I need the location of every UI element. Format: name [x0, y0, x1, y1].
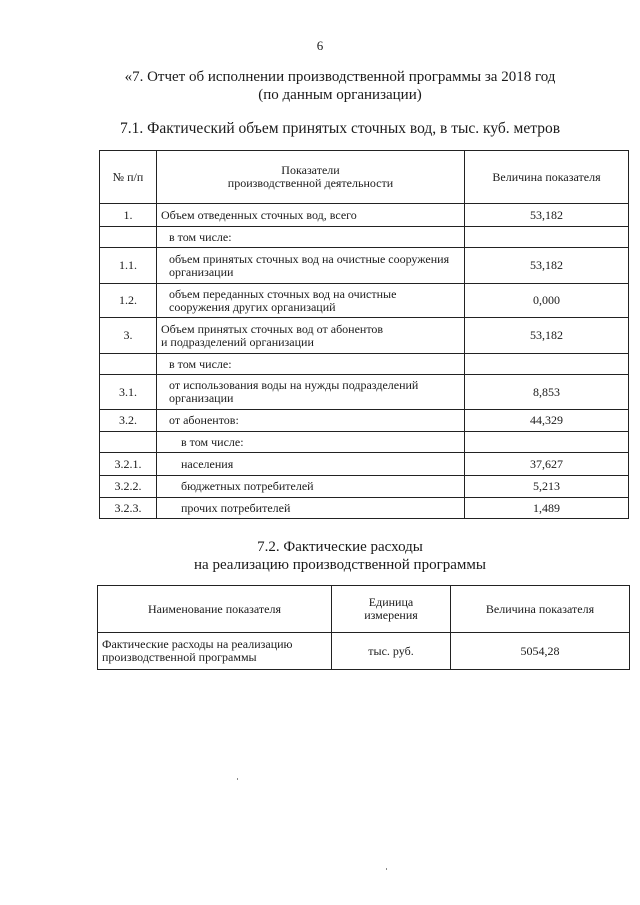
- header-indicator-name: Наименование показателя: [98, 586, 332, 633]
- table-row: [100, 318, 629, 354]
- table-row: [98, 633, 630, 670]
- section-2-title: [100, 538, 580, 574]
- row-indicator: объем переданных сточных вод на очистные сооружения других организаций: [157, 284, 465, 318]
- row-indicator: от использования воды на нужды подразделений организации: [157, 375, 465, 410]
- row-value: [465, 354, 629, 375]
- row-indicator: в том числе:: [157, 227, 465, 248]
- wastewater-volume-table: [99, 150, 629, 519]
- table-row: [100, 410, 629, 432]
- row-value: 5054,28: [451, 633, 630, 670]
- row-indicator: от абонентов:: [157, 410, 465, 432]
- table-row: [100, 204, 629, 227]
- row-indicator: [157, 318, 465, 354]
- table-header-row: [100, 151, 629, 204]
- row-indicator: в том числе:: [157, 354, 465, 375]
- document-title-line-1: «7. Отчет об исполнении производственной программы за 2018 год: [124, 69, 556, 85]
- header-indicator: [157, 151, 465, 204]
- row-indicator: Фактические расходы на реализацию производственной программы: [98, 633, 332, 670]
- row-num: 3.: [100, 318, 157, 354]
- table-row: [100, 354, 629, 375]
- row-indicator: объем принятых сточных вод на очистные сооружения организации: [157, 248, 465, 284]
- row-indicator: Объем отведенных сточных вод, всего: [157, 204, 465, 227]
- table-row: [100, 375, 629, 410]
- row-indicator: в том числе:: [157, 432, 465, 453]
- header-num: № п/п: [100, 151, 157, 204]
- table-row: [100, 284, 629, 318]
- row-value: 5,213: [465, 476, 629, 498]
- table-row: [100, 227, 629, 248]
- row-value: 53,182: [465, 318, 629, 354]
- table-row: [100, 248, 629, 284]
- row-num: 3.2.2.: [100, 476, 157, 498]
- row-value: 53,182: [465, 204, 629, 227]
- header-unit: [332, 586, 451, 633]
- row-num: 1.1.: [100, 248, 157, 284]
- header-unit-line-1: Единица: [368, 595, 414, 609]
- table-row: [100, 453, 629, 476]
- expenses-table: [97, 585, 630, 670]
- row-indicator-line-2: и подразделений организации: [161, 334, 314, 349]
- section-1-title: 7.1. Фактический объем принятых сточных вод, в тыс. куб. метров: [119, 120, 561, 137]
- row-num: 3.1.: [100, 375, 157, 410]
- row-value: [465, 227, 629, 248]
- header-value: Величина показателя: [451, 586, 630, 633]
- row-num: [100, 227, 157, 248]
- document-title-line-2: (по данным организации): [258, 87, 422, 103]
- row-num: 1.: [100, 204, 157, 227]
- row-unit: тыс. руб.: [332, 633, 451, 670]
- page-number: 6: [316, 38, 324, 53]
- document-title: [120, 68, 560, 104]
- row-indicator: прочих потребителей: [157, 498, 465, 519]
- row-indicator: бюджетных потребителей: [157, 476, 465, 498]
- row-value: 44,329: [465, 410, 629, 432]
- row-num: 1.2.: [100, 284, 157, 318]
- header-value: Величина показателя: [465, 151, 629, 204]
- row-value: 53,182: [465, 248, 629, 284]
- row-num: [100, 432, 157, 453]
- row-value: 1,489: [465, 498, 629, 519]
- row-value: [465, 432, 629, 453]
- row-indicator-line-1: Объем принятых сточных вод от абонентов: [161, 321, 384, 336]
- row-num: 3.2.3.: [100, 498, 157, 519]
- scan-artifact-dot: [386, 868, 387, 870]
- scan-artifact-dot: [237, 778, 238, 780]
- row-indicator: населения: [157, 453, 465, 476]
- header-indicator-line-2: производственной деятельности: [227, 176, 394, 190]
- section-2-title-line-2: на реализацию производственной программы: [194, 557, 486, 573]
- row-num: 3.2.: [100, 410, 157, 432]
- header-unit-line-2: измерения: [364, 608, 418, 622]
- section-2-title-line-1: 7.2. Фактические расходы: [257, 539, 423, 555]
- row-value: 0,000: [465, 284, 629, 318]
- table-row: [100, 476, 629, 498]
- row-value: 37,627: [465, 453, 629, 476]
- table-row: [100, 432, 629, 453]
- row-num: [100, 354, 157, 375]
- table-row: [100, 498, 629, 519]
- header-indicator-line-1: Показатели: [281, 163, 340, 177]
- row-value: 8,853: [465, 375, 629, 410]
- row-num: 3.2.1.: [100, 453, 157, 476]
- table-header-row: [98, 586, 630, 633]
